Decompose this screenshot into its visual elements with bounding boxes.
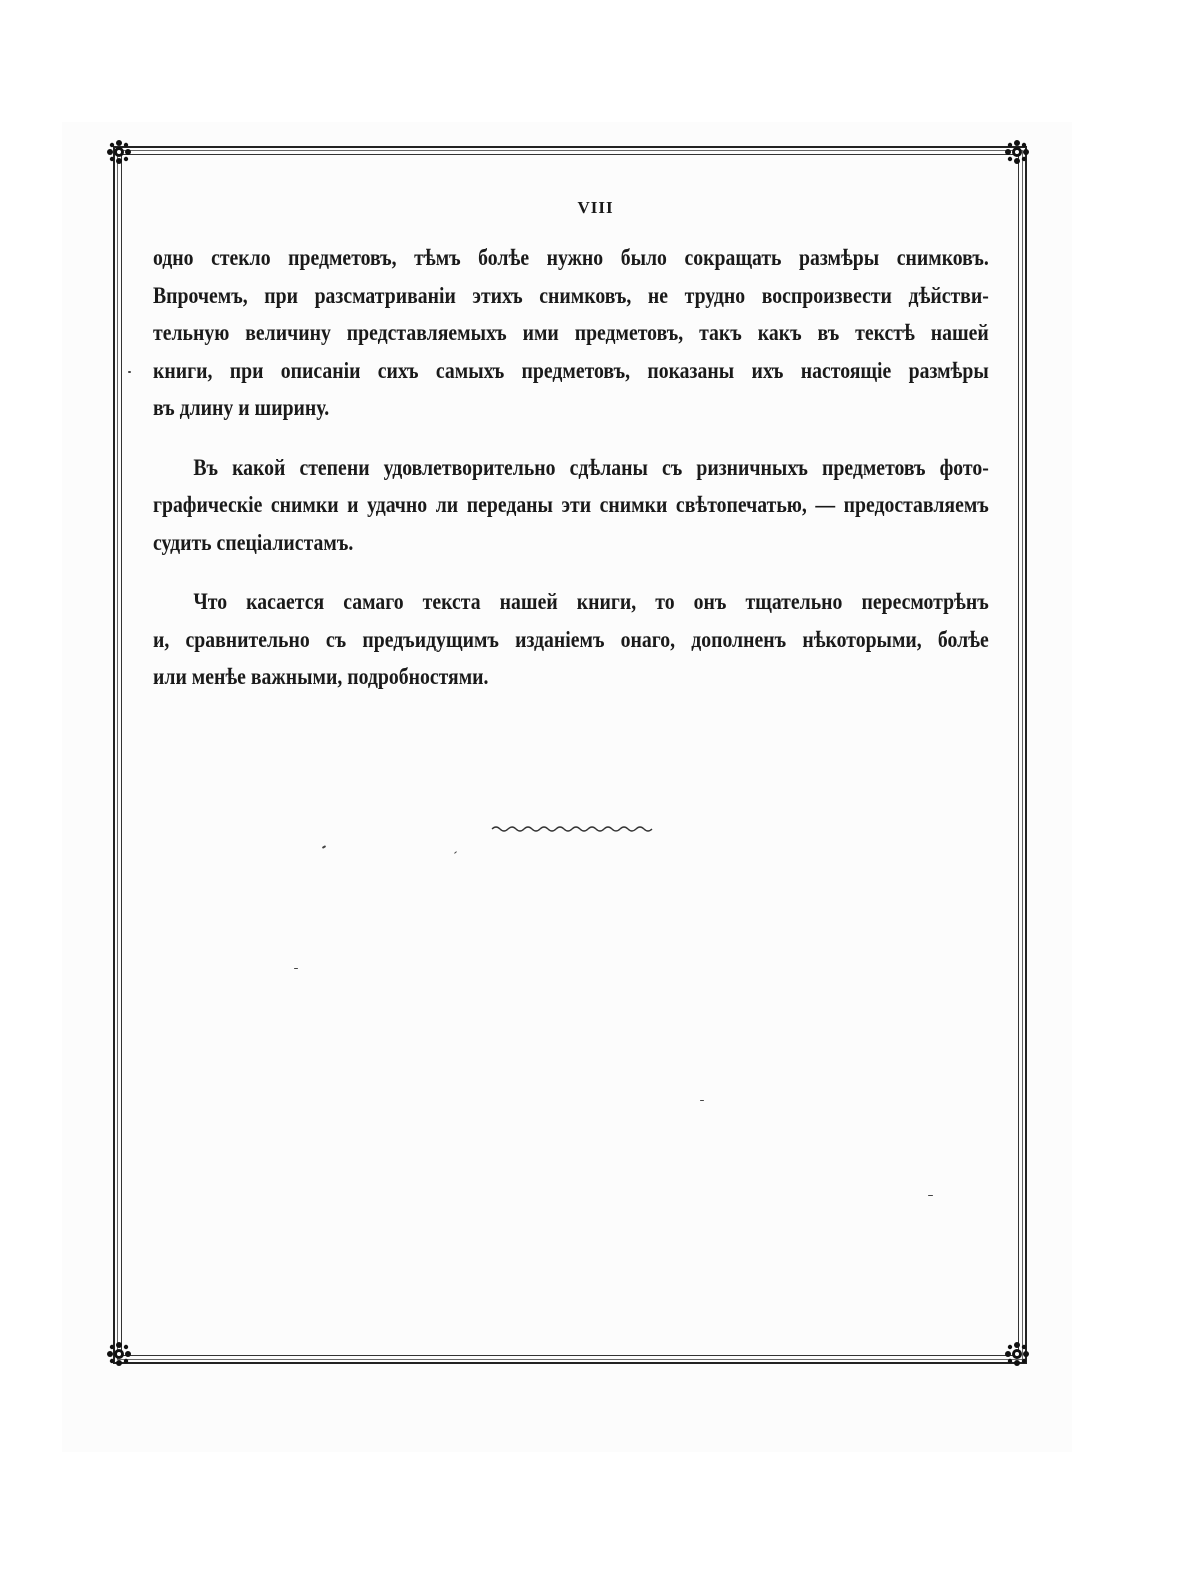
scan-speck [128,371,131,373]
text-line: и, сравнительно съ предъидущимъ изданіемъ онаго, дополненъ нѣкоторыми, болѣе [153,626,989,653]
page-number: VIII [577,198,614,217]
text-line: тельную величину представляемыхъ ими предметовъ, такъ какъ въ текстѣ нашей [153,320,989,346]
text-line: судить спеціалистамъ. [153,529,354,556]
scan-speck [294,968,298,969]
text-line: или менѣе важными, подробностями. [153,664,489,690]
text-line: Въ какой степени удовлетворительно сдѣланы съ ризничныхъ предметовъ фото- [193,454,989,481]
scan-speck [700,1100,704,1101]
text-line: Впрочемъ, при разсматриваніи этихъ снимковъ, не трудно воспроизвести дѣйстви- [153,282,989,309]
wavy-rule [490,822,654,834]
paragraph [153,450,989,563]
paragraph [153,240,989,428]
fleuron-corner-icon [1004,1341,1030,1367]
paragraph [153,584,989,697]
fleuron-corner-icon [1004,139,1030,165]
body-text [153,240,989,697]
text-line: графическіе снимки и удачно ли переданы эти снимки свѣтопечатью, — предоставляемъ [153,492,989,518]
text-line: одно стекло предметовъ, тѣмъ болѣе нужно было сокращать размѣры снимковъ. [153,245,989,271]
scan-speck [928,1195,933,1196]
fleuron-corner-icon [106,1341,132,1367]
text-line: книги, при описаніи сихъ самыхъ предметовъ, показаны ихъ настоящіе размѣры [153,357,989,384]
text-line: въ длину и ширину. [153,395,330,421]
fleuron-corner-icon [106,139,132,165]
text-line: Что касается самаго текста нашей книги, то онъ тщательно пересмотрѣнъ [193,589,989,615]
